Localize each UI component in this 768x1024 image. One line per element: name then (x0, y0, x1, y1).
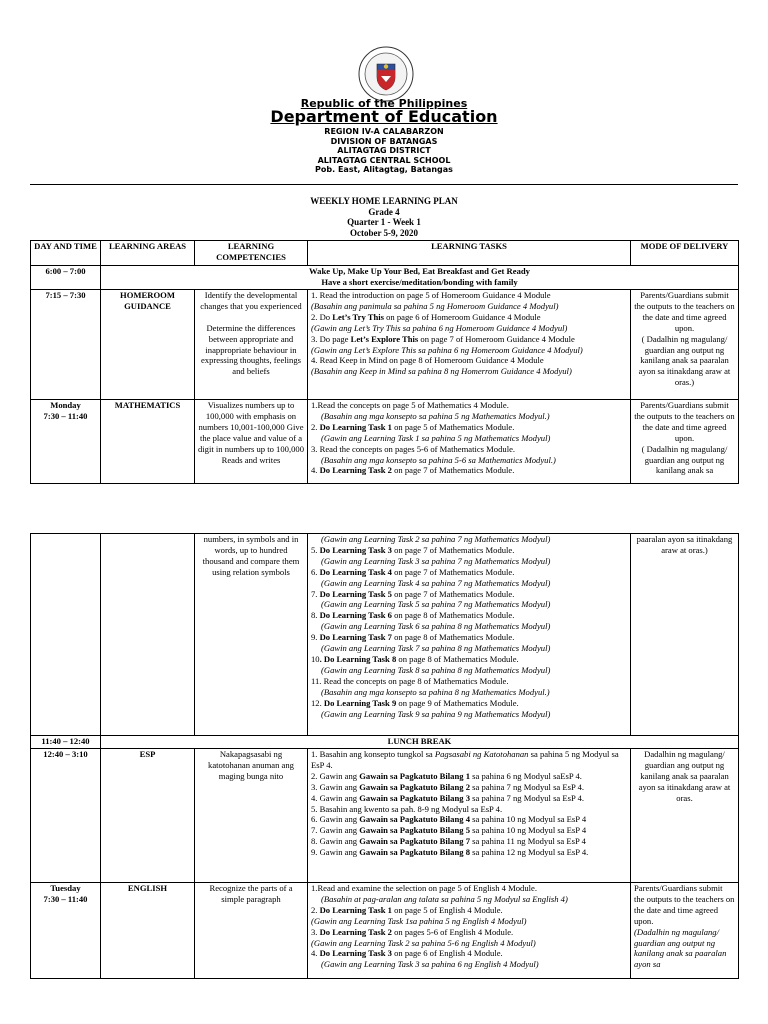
district-line: ALITAGTAG DISTRICT (337, 146, 431, 155)
republic-label: Republic of the Philippines (300, 97, 468, 110)
plan-grade: Grade 4 (368, 206, 400, 217)
learning-plan-table-page1 (30, 240, 739, 484)
plan-quarter: Quarter 1 - Week 1 (347, 217, 421, 227)
table-row (31, 749, 739, 883)
department-title: Department of Education (270, 107, 498, 126)
region-line: REGION IV-A CALABARZON (324, 127, 444, 136)
table-row (31, 736, 739, 749)
plan-title: WEEKLY HOME LEARNING PLAN (310, 196, 458, 206)
mode-cell: Dadalhin ng magulang/ guardian ang output ng kanilang anak sa paaralan ayon sa itinakdang araw at oras. (631, 749, 739, 883)
time-cell: 12:40 – 3:10 (31, 749, 101, 883)
competency-cell: Recognize the parts of a simple paragraph (195, 883, 308, 979)
mode-cell: Parents/Guardians submit the outputs to the teachers on the date and time agreed upon. ( Dadalhin ng magulang/ guardian ang output ng kanilang anak sa paaralan ayon sa itinakdang araw at oras.) (631, 290, 739, 400)
table-row (31, 266, 739, 290)
mode-cell: Parents/Guardians submit the outputs to the teachers on the date and time agreed upon. (Dadalhin ng magulang/ guardian ang output ng kanilang anak sa paaralan ayon sa (631, 883, 739, 979)
time-cell: 6:00 – 7:00 (31, 266, 101, 290)
table-row (31, 290, 739, 400)
col-header-area: LEARNING AREAS (101, 241, 195, 266)
competency-cell: numbers, in symbols and in words, up to hundred thousand and compare them using relation symbols (195, 534, 308, 736)
table-row (31, 534, 739, 736)
col-header-mode: MODE OF DELIVERY (631, 241, 739, 266)
area-cell (101, 534, 195, 736)
address-line: Pob. East, Alitagtag, Batangas (315, 165, 453, 174)
area-cell: ESP (101, 749, 195, 883)
day-time-cell: Tuesday 7:30 – 11:40 (31, 883, 101, 979)
competency-cell: Nakapagsasabi ng katotohanan anuman ang maging bunga nito (195, 749, 308, 883)
area-cell: MATHEMATICS (101, 400, 195, 484)
school-line: ALITAGTAG CENTRAL SCHOOL (317, 155, 451, 165)
tasks-cell: 1. Basahin ang konsepto tungkol sa Pagsasabi ng Katotohanan sa pahina 5 ng Modyul sa EsP 4. 2. Gawin ang Gawain sa Pagkatuto Bilang 1 sa pahina 6 ng Modyul saEsP 4. 3. Gawin ang Gawain sa Pagkatuto Bilang 2 sa pahina 7 ng Modyul sa EsP 4. 4. Gawin ang Gawain sa Pagkatuto Bilang 3 sa pahina 7 ng Modyul sa EsP 4. 5. Basahin ang kwento sa pah. 8-9 ng Modyul sa EsP 4. 6. Gawin ang Gawain sa Pagkatuto Bilang 4 sa pahina 10 ng Modyul sa EsP 4 7. Gawin ang Gawain sa Pagkatuto Bilang 5 sa pahina 10 ng Modyul sa EsP 4 8. Gawin ang Gawain sa Pagkatuto Bilang 7 sa pahina 11 ng Modyul sa EsP 4 9. Gawin ang Gawain sa Pagkatuto Bilang 8 sa pahina 12 ng Modyul sa EsP 4. (308, 749, 631, 883)
division-line: DIVISION OF BATANGAS (330, 136, 438, 146)
day-time-cell (31, 534, 101, 736)
area-cell: ENGLISH (101, 883, 195, 979)
col-header-competencies: LEARNING COMPETENCIES (195, 241, 308, 266)
wake-up-cell: Wake Up, Make Up Your Bed, Eat Breakfast and Get Ready Have a short exercise/meditation/bonding with family (101, 266, 739, 290)
time-cell: 7:15 – 7:30 (31, 290, 101, 400)
competency-cell: Identify the developmental changes that you experienced Determine the differences between appropriate and inappropriate behaviour in expressing thoughts, feelings and beliefs (195, 290, 308, 400)
table-header-row (31, 241, 739, 266)
table-row (31, 883, 739, 979)
col-header-day: DAY AND TIME (31, 241, 101, 266)
tasks-cell: (Gawin ang Learning Task 2 sa pahina 7 ng Mathematics Modyul) 5. Do Learning Task 3 on page 7 of Mathematics Module. (Gawin ang Learning Task 3 sa pahina 7 ng Mathematics Modyul) 6. Do Learning Task 4 on page 7 of Mathematics Module. (Gawin ang Learning Task 4 sa pahina 7 ng Mathematics Modyul) 7. Do Learning Task 5 on page 7 of Mathematics Module. (Gawin ang Learning Task 5 sa pahina 7 ng Mathematics Modyul) 8. Do Learning Task 6 on page 8 of Mathematics Module. (Gawin ang Learning Task 6 sa pahina 8 ng Mathematics Modyul) 9. Do Learning Task 7 on page 8 of Mathematics Module. (Gawin ang Learning Task 7 sa pahina 8 ng Mathematics Modyul) 10. Do Learning Task 8 on page 8 of Mathematics Module. (Gawin ang Learning Task 8 sa pahina 8 ng Mathematics Modyul) 11. Read the concepts on page 8 of Mathematics Module. (Basahin ang mga konsepto sa pahina 8 ng Mathematics Modyul.) 12. Do Learning Task 9 on page 9 of Mathematics Module. (Gawin ang Learning Task 9 sa pahina 9 ng Mathematics Modyul) (308, 534, 631, 736)
col-header-tasks: LEARNING TASKS (308, 241, 631, 266)
table-row (31, 400, 739, 484)
deped-seal-logo (358, 46, 414, 102)
lunch-break-cell: LUNCH BREAK (101, 736, 739, 749)
time-cell: 11:40 – 12:40 (31, 736, 101, 749)
mode-cell: Parents/Guardians submit the outputs to the teachers on the date and time agreed upon. ( Dadalhin ng magulang/ guardian ang output ng kanilang anak sa (631, 400, 739, 484)
competency-cell: Visualizes numbers up to 100,000 with emphasis on numbers 10,001-100,000 Give the place value and value of a digit in numbers up to 100,000 Reads and writes (195, 400, 308, 484)
school-address-block (0, 127, 768, 175)
learning-plan-table-page2 (30, 533, 739, 979)
area-cell: HOMEROOM GUIDANCE (101, 290, 195, 400)
tasks-cell: 1. Read the introduction on page 5 of Homeroom Guidance 4 Module (Basahin ang panimula sa pahina 5 ng Homeroom Guidance 4 Modyul) 2. Do Let’s Try This on page 6 of Homeroom Guidance 4 Module (Gawin ang Let’s Try This sa pahina 6 ng Homeroom Guidance 4 Modyul) 3. Do page Let’s Explore This on page 7 of Homeroom Guidance 4 Module (Gawin ang Let’s Explore This sa pahina 6 ng Homeroom Guidance 4 Modyul) 4. Read Keep in Mind on page 8 of Homeroom Guidance 4 Module (Basahin ang Keep in Mind sa pahina 8 ng Homerrom Guidance 4 Modyul) (308, 290, 631, 400)
plan-dates: October 5-9, 2020 (349, 227, 419, 238)
tasks-cell: 1.Read the concepts on page 5 of Mathematics 4 Module. (Basahin ang mga konsepto sa pahina 5 ng Mathematics Modyul.) 2. Do Learning Task 1 on page 5 of Mathematics Module. (Gawin ang Learning Task 1 sa pahina 5 ng Mathematics Modyul) 3. Read the concepts on pages 5-6 of Mathematics Module. (Basahin ang mga konsepto sa pahina 5-6 sa Mathematics Modyul.) 4. Do Learning Task 2 on page 7 of Mathematics Module. (308, 400, 631, 484)
tasks-cell: 1.Read and examine the selection on page 5 of English 4 Module. (Basahin at pag-aralan ang talata sa pahina 5 ng Modyul sa English 4) 2. Do Learning Task 1 on page 5 of English 4 Module. (Gawin ang Learning Task 1sa pahina 5 ng English 4 Modyul) 3. Do Learning Task 2 on pages 5-6 of English 4 Module. (Gawin ang Learning Task 2 sa pahina 5-6 ng English 4 Modyul) 4. Do Learning Task 3 on page 6 of English 4 Module. (Gawin ang Learning Task 3 sa pahina 6 ng English 4 Modyul) (308, 883, 631, 979)
day-time-cell: Monday 7:30 – 11:40 (31, 400, 101, 484)
plan-heading (0, 196, 768, 238)
mode-cell: paaralan ayon sa itinakdang araw at oras.) (631, 534, 739, 736)
header-divider (30, 184, 738, 185)
